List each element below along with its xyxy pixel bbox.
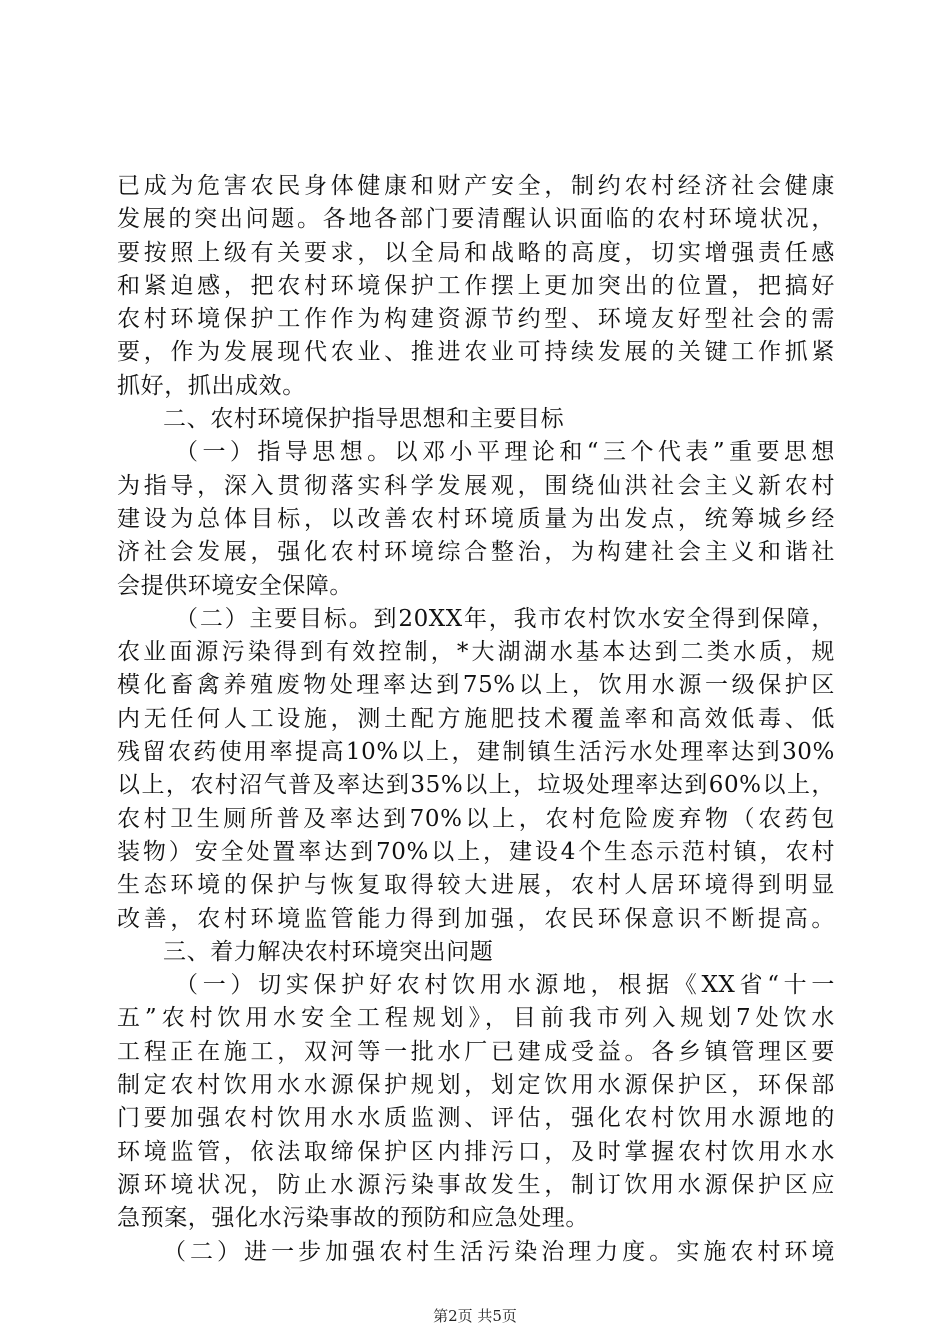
text-line: 改善，农村环境监管能力得到加强，农民环保意识不断提高。 — [117, 905, 835, 932]
text-line: 源环境状况，防止水源污染事故发生，制订饮用水源保护区应 — [117, 1171, 835, 1198]
text-line: 农业面源污染得到有效控制，*大湖湖水基本达到二类水质，规 — [117, 639, 835, 666]
text-line: 五”农村饮用水安全工程规划》，目前我市列入规划7处饮水 — [117, 1005, 835, 1032]
text-line: 门要加强农村饮用水水质监测、评估，强化农村饮用水源地的 — [117, 1105, 835, 1132]
text-line: 以上，农村沼气普及率达到35%以上，垃圾处理率达到60%以上， — [117, 772, 835, 799]
text-line: （一）指导思想。以邓小平理论和“三个代表”重要思想 — [175, 439, 835, 466]
text-line: 农村卫生厕所普及率达到70%以上，农村危险废弃物（农药包 — [117, 805, 835, 832]
text-line: 会提供环境安全保障。 — [117, 572, 353, 599]
text-line: 工程正在施工，双河等一批水厂已建成受益。各乡镇管理区要 — [117, 1038, 835, 1065]
text-line: 要，作为发展现代农业、推进农业可持续发展的关键工作抓紧 — [117, 339, 835, 366]
text-line: 农村环境保护工作作为构建资源节约型、环境友好型社会的需 — [117, 306, 835, 333]
text-line: 为指导，深入贯彻落实科学发展观，围绕仙洪社会主义新农村 — [117, 472, 835, 499]
text-line: （一）切实保护好农村饮用水源地，根据《XX省“十一 — [175, 972, 835, 999]
section-heading: 三、着力解决农村环境突出问题 — [163, 938, 494, 965]
text-line: 内无任何人工设施，测土配方施肥技术覆盖率和高效低毒、低 — [117, 705, 835, 732]
text-line: 要按照上级有关要求，以全局和战略的高度，切实增强责任感 — [117, 239, 835, 266]
text-line: 残留农药使用率提高10%以上，建制镇生活污水处理率达到30% — [117, 739, 835, 766]
text-line: 制定农村饮用水水源保护规划，划定饮用水源保护区，环保部 — [117, 1072, 835, 1099]
text-line: （二）进一步加强农村生活污染治理力度。实施农村环境 — [163, 1238, 835, 1265]
text-line: 发展的突出问题。各地各部门要清醒认识面临的农村环境状况， — [117, 206, 835, 233]
section-heading: 二、农村环境保护指导思想和主要目标 — [163, 406, 565, 433]
text-line: （二）主要目标。到20XX年，我市农村饮水安全得到保障， — [175, 605, 835, 632]
text-line: 装物）安全处置率达到70%以上，建设4个生态示范村镇，农村 — [117, 838, 835, 865]
text-line: 已成为危害农民身体健康和财产安全，制约农村经济社会健康 — [117, 173, 835, 199]
page-number: 第2页 共5页 — [433, 1307, 517, 1325]
document-body — [117, 170, 835, 1269]
text-line: 抓好，抓出成效。 — [117, 372, 306, 399]
text-line: 急预案，强化水污染事故的预防和应急处理。 — [117, 1205, 589, 1232]
text-line: 生态环境的保护与恢复取得较大进展，农村人居环境得到明显 — [117, 872, 835, 899]
text-line: 环境监管，依法取缔保护区内排污口，及时掌握农村饮用水水 — [117, 1138, 835, 1165]
text-line: 模化畜禽养殖废物处理率达到75%以上，饮用水源一级保护区 — [117, 672, 835, 699]
text-line: 和紧迫感，把农村环境保护工作摆上更加突出的位置，把搞好 — [117, 272, 835, 299]
text-line: 济社会发展，强化农村环境综合整治，为构建社会主义和谐社 — [117, 539, 835, 566]
text-line: 建设为总体目标，以改善农村环境质量为出发点，统筹城乡经 — [117, 505, 835, 532]
